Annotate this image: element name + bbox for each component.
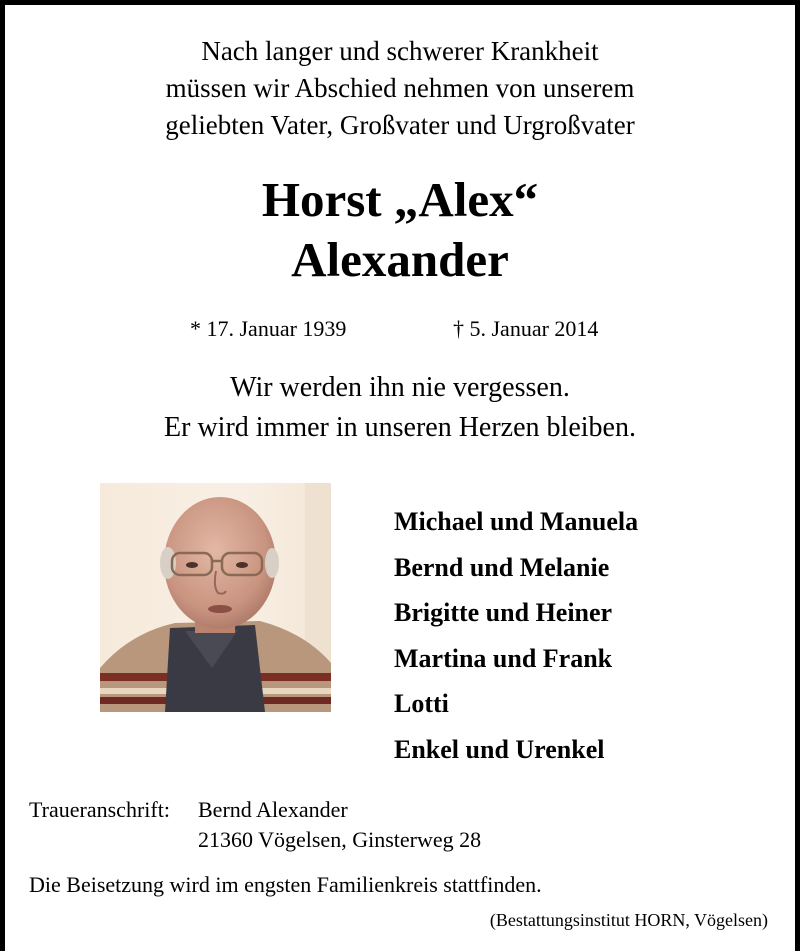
memorial-motto bbox=[0, 368, 800, 448]
portrait-photo bbox=[100, 483, 331, 712]
intro-line-3: geliebten Vater, Großvater und Urgroßvater bbox=[165, 110, 635, 140]
mourner-name: Brigitte und Heiner bbox=[394, 598, 613, 627]
deceased-name-line-2: Alexander bbox=[291, 232, 509, 287]
motto-line-2: Er wird immer in unseren Herzen bleiben. bbox=[164, 412, 636, 443]
motto-line-1: Wir werden ihn nie vergessen. bbox=[230, 372, 570, 403]
deceased-name-line-1: Horst „Alex“ bbox=[261, 172, 539, 227]
address-street: 21360 Vögelsen, Ginsterweg 28 bbox=[198, 827, 482, 852]
mourner-name: Lotti bbox=[394, 689, 449, 718]
address-name: Bernd Alexander bbox=[198, 797, 348, 822]
birth-date: * 17. Januar 1939 bbox=[190, 316, 347, 341]
mourning-address bbox=[29, 795, 482, 855]
deceased-name bbox=[0, 170, 800, 290]
intro-line-1: Nach langer und schwerer Krankheit bbox=[201, 36, 599, 66]
address-label: Traueranschrift: bbox=[29, 797, 170, 822]
mourner-name: Bernd und Melanie bbox=[394, 552, 610, 582]
burial-note: Die Beisetzung wird im engsten Familienkreis stattfinden. bbox=[29, 872, 542, 897]
intro-line-2: müssen wir Abschied nehmen von unserem bbox=[165, 73, 635, 103]
undertaker-credit: (Bestattungsinstitut HORN, Vögelsen) bbox=[489, 910, 768, 930]
intro-text bbox=[0, 33, 800, 144]
death-date: † 5. Januar 2014 bbox=[453, 316, 599, 341]
mourner-list bbox=[394, 499, 638, 772]
mourner-name: Martina und Frank bbox=[394, 643, 613, 673]
mourner-name: Enkel und Urenkel bbox=[394, 734, 605, 764]
mourner-name: Michael und Manuela bbox=[394, 507, 639, 536]
